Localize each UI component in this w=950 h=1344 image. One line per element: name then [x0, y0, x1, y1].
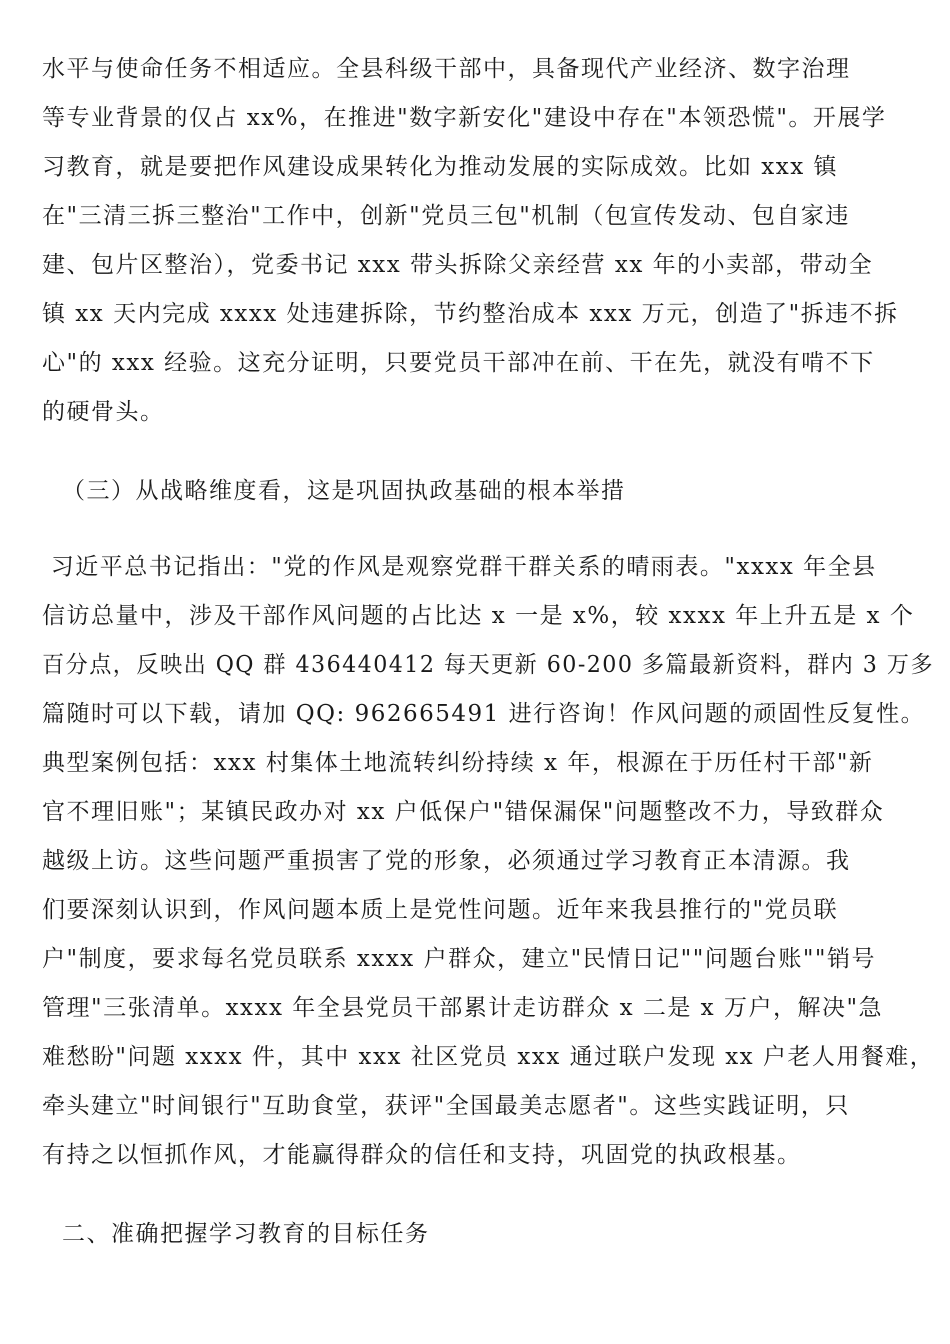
- paragraph-line: 镇 xx 天内完成 xxxx 处违建拆除，节约整治成本 xxx 万元，创造了"拆违不拆: [42, 301, 899, 327]
- paragraph-line: 有持之以恒抓作风，才能赢得群众的信任和支持，巩固党的执政根基。: [42, 1142, 802, 1168]
- paragraph-line: 建、包片区整治），党委书记 xxx 带头拆除父亲经营 xx 年的小卖部，带动全: [42, 252, 874, 278]
- paragraph-line: 信访总量中，涉及干部作风问题的占比达 x 一是 x%，较 xxxx 年上升五是 x 个: [42, 603, 915, 629]
- paragraph-line: 等专业背景的仅占 xx%，在推进"数字新安化"建设中存在"本领恐慌"。开展学: [42, 105, 887, 131]
- paragraph-line: 心"的 xxx 经验。这充分证明，只要党员干部冲在前、干在先，就没有啃不下: [42, 350, 875, 376]
- paragraph-line: 篇随时可以下载，请加 QQ: 962665491 进行咨询！作风问题的顽固性反复性。: [42, 701, 926, 727]
- paragraph-line: 户"制度，要求每名党员联系 xxxx 户群众，建立"民情日记""问题台账""销号: [42, 946, 876, 972]
- section-heading: （三）从战略维度看，这是巩固执政基础的根本举措: [62, 478, 626, 504]
- paragraph-line: 的硬骨头。: [42, 399, 165, 425]
- paragraph-line: 习近平总书记指出："党的作风是观察党群干群关系的晴雨表。"xxxx 年全县: [42, 554, 877, 580]
- paragraph-line: 牵头建立"时间银行"互助食堂，获评"全国最美志愿者"。这些实践证明，只: [42, 1093, 850, 1119]
- paragraph-line: 百分点，反映出 QQ 群 436440412 每天更新 60-200 多篇最新资料，群内 3 万多: [42, 652, 935, 678]
- paragraph-line: 典型案例包括：xxx 村集体土地流转纠纷持续 x 年，根源在于历任村干部"新: [42, 750, 874, 776]
- paragraph-line: 难愁盼"问题 xxxx 件，其中 xxx 社区党员 xxx 通过联户发现 xx 户老人用餐难，: [42, 1044, 935, 1070]
- section-heading: 二、准确把握学习教育的目标任务: [62, 1221, 430, 1247]
- paragraph-line: 在"三清三拆三整治"工作中，创新"党员三包"机制（包宣传发动、包自家违: [42, 203, 850, 229]
- paragraph-line: 们要深刻认识到，作风问题本质上是党性问题。近年来我县推行的"党员联: [42, 897, 839, 923]
- paragraph-line: 越级上访。这些问题严重损害了党的形象，必须通过学习教育正本清源。我: [42, 848, 851, 874]
- paragraph-line: 习教育，就是要把作风建设成果转化为推动发展的实际成效。比如 xxx 镇: [42, 154, 839, 180]
- paragraph-line: 管理"三张清单。xxxx 年全县党员干部累计走访群众 x 二是 x 万户，解决"急: [42, 995, 884, 1021]
- paragraph-line: 官不理旧账"；某镇民政办对 xx 户低保户"错保漏保"问题整改不力，导致群众: [42, 799, 885, 825]
- paragraph-line: 水平与使命任务不相适应。全县科级干部中，具备现代产业经济、数字治理: [42, 56, 851, 82]
